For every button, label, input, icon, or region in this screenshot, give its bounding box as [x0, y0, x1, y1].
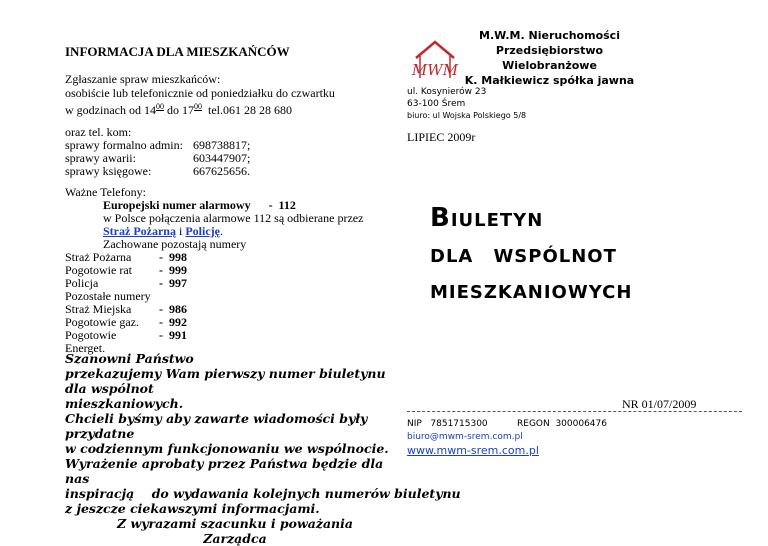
kept-numbers-label: Zachowane pozostają numery [103, 237, 247, 251]
service-number: - 997 [159, 276, 187, 290]
other-numbers-label: Pozostałe numery [65, 289, 151, 303]
hours-sup: 00 [193, 102, 202, 111]
service-number: - 992 [159, 315, 187, 329]
service-label: Pogotowie rat [65, 263, 132, 277]
address-line: 63-100 Śrem [407, 99, 466, 109]
issue-number: NR 01/07/2009 [622, 397, 697, 411]
address-office: biuro: ul Wojska Polskiego 5/8 [407, 111, 527, 120]
report-hours [65, 100, 335, 117]
nip-number: NIP 7851715300 [407, 419, 488, 429]
company-line: M.W.M. Nieruchomości [479, 29, 620, 42]
bulletin-line: mieszkaniowych [430, 275, 633, 305]
phone-row [65, 165, 250, 178]
company-line: K. Małkiewicz spółka jawna [464, 74, 635, 87]
company-line: Przedsiębiorstwo Wielobranżowe [495, 44, 604, 72]
greeting-line: inspiracją do wydawania kolejnych numerów biuletynu [65, 486, 461, 501]
logo-house-icon [410, 38, 460, 82]
link-joiner: i [175, 224, 186, 238]
report-info [65, 72, 335, 117]
service-number: - 991 [159, 328, 187, 342]
phone-label: sprawy księgowe: [65, 164, 152, 178]
greeting-closing: Z wyrazami szacunku i poważania [116, 516, 353, 531]
company-address [407, 86, 526, 122]
service-label: Straż Pożarna [65, 250, 132, 264]
euro-info: w Polsce połączenia alarmowe 112 są odbierane przez [103, 211, 364, 225]
greeting-signature: Zarządca [203, 531, 267, 546]
logo-text: MWM [411, 61, 459, 79]
fire-brigade-link[interactable]: Straż Pożarną [103, 224, 176, 238]
emergency-numbers [65, 186, 385, 355]
hours-text: w godzinach od 14 [65, 103, 156, 117]
issue-date: LIPIEC 2009r [407, 130, 476, 144]
website-link[interactable]: www.mwm-srem.com.pl [407, 444, 539, 457]
greeting-line: Wyrażenie aprobaty przez Państwa będzie dla nas [65, 456, 384, 486]
email-address[interactable]: biuro@mwm-srem.com.pl [407, 432, 523, 442]
service-label: Pogotowie Energet. [65, 328, 117, 355]
greeting-line: Chcieli byśmy aby zawarte wiadomości były przydatne [65, 411, 368, 441]
emergency-row [65, 264, 385, 277]
company-name [462, 28, 637, 88]
phone-value: 698738817; [193, 138, 251, 152]
phone-value: 603447907; [193, 151, 251, 165]
police-link[interactable]: Policję [185, 224, 220, 238]
phone-label: sprawy formalno admin: [65, 138, 183, 152]
link-end: . [219, 224, 223, 238]
greeting-line: mieszkaniowych. [65, 396, 184, 411]
greeting-line: z jeszcze ciekawszymi informacjami. [65, 501, 320, 516]
service-number: - 998 [159, 250, 187, 264]
greeting-line: Szanowni Państwo [65, 351, 194, 366]
service-label: Straż Miejska [65, 302, 132, 316]
phone-text: tel.061 28 28 680 [201, 103, 292, 117]
euro-number: Europejski numer alarmowy - 112 [103, 198, 296, 212]
hours-sup: 00 [155, 102, 164, 111]
regon-number: REGON 300006476 [517, 419, 607, 429]
service-label: Pogotowie gaz. [65, 315, 139, 329]
bulletin-line: dla wspólnot [430, 239, 617, 269]
address-line: ul. Kosynierów 23 [407, 87, 487, 97]
footer-info [407, 418, 607, 457]
page-title: INFORMACJA DLA MIESZKAŃCÓW [65, 44, 290, 59]
tax-ids [407, 418, 607, 431]
service-number: - 999 [159, 263, 187, 277]
phones-intro: oraz tel. kom: [65, 125, 132, 139]
greeting-line: w codziennym funkcjonowaniu we wspólnocie. [65, 441, 389, 456]
service-number: - 986 [159, 302, 187, 316]
report-line: Zgłaszanie spraw mieszkańców: [65, 72, 221, 86]
emergency-heading: Ważne Telefony: [65, 185, 146, 199]
divider [407, 411, 742, 412]
hours-text: do 17 [163, 103, 194, 117]
service-label: Policja [65, 276, 99, 290]
bulletin-title [430, 200, 632, 308]
report-line: osobiście lub telefonicznie od poniedziałku do czwartku [65, 86, 335, 100]
mobile-phones [65, 126, 250, 178]
greeting-line: przekazujemy Wam pierwszy numer biuletynu dla wspólnot [65, 366, 386, 396]
company-logo [410, 38, 460, 87]
bulletin-line: Biuletyn [430, 203, 544, 233]
phone-value: 667625656. [193, 164, 250, 178]
phone-label: sprawy awarii: [65, 151, 136, 165]
